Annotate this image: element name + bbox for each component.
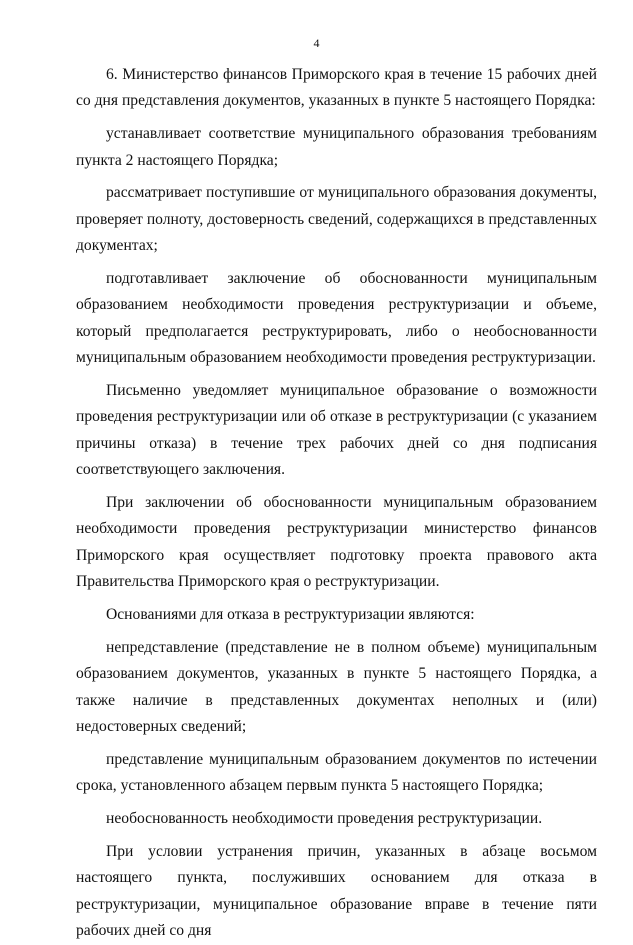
- paragraph-resubmission: При условии устранения причин, указанных в абзаце восьмом настоящего пункта, послуживших основанием для отказа в реструктуризации, муниципальное образование вправе в течение пяти рабочих дней со дня: [76, 842, 597, 940]
- paragraph-refusal-ground-3: необоснованность необходимости проведения реструктуризации.: [106, 810, 543, 828]
- paragraph-refusal-ground-1: непредставление (представление не в полном объеме) муниципальным образованием документов, указанных в пункте 5 настоящего Порядка, а также наличие в представленных документах неполных и (или) недостоверных сведений;: [76, 638, 597, 736]
- paragraph-conclusion-prep: подготавливает заключение об обоснованности муниципальным образованием необходимости проведения реструктуризации и объеме, который предполагается реструктурировать, либо о необоснованности муниципальным образованием необходимости проведения реструктуризации.: [76, 270, 597, 367]
- paragraph-written-notice: Письменно уведомляет муниципальное образование о возможности проведения реструктуризации или об отказе в реструктуризации (с указанием причины отказа) в течение трех рабочих дней со дня подписания соответствующего заключения.: [76, 382, 597, 479]
- paragraph-legal-act-prep: При заключении об обоснованности муниципальным образованием необходимости проведения реструктуризации министерство финансов Приморского края осуществляет подготовку проекта правового акта Правительства Приморского края о реструктуризации.: [76, 494, 597, 591]
- paragraph-compliance-check: устанавливает соответствие муниципального образования требованиям пункта 2 настоящего Порядка;: [76, 125, 597, 169]
- paragraph-refusal-grounds-heading: Основаниями для отказа в реструктуризации являются:: [106, 606, 475, 624]
- paragraph-item-6-intro: 6. Министерство финансов Приморского края в течение 15 рабочих дней со дня представления документов, указанных в пункте 5 настоящего Порядка:: [76, 66, 597, 110]
- paragraph-refusal-ground-2: представление муниципальным образованием документов по истечении срока, установленного абзацем первым пункта 5 настоящего Порядка;: [76, 750, 597, 795]
- page-number: 4: [313, 36, 320, 50]
- document-body: [76, 62, 597, 945]
- paragraph-document-review: рассматривает поступившие от муниципального образования документы, проверяет полноту, достоверность сведений, содержащихся в представленных документах;: [76, 184, 597, 255]
